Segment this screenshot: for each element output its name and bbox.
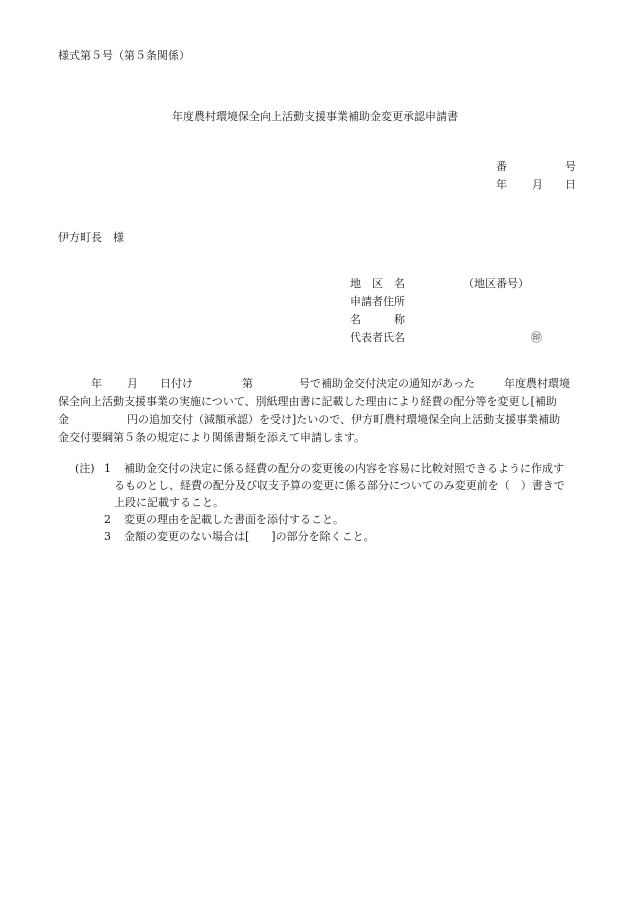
body-line-4-text: 金交付要綱第５条の規定により関係書類を添えて申請します。 (58, 431, 366, 444)
note-1-text-b: るものとし、経費の配分及び収支予算の変更に係る部分についてのみ変更前を（ ）書きで (114, 479, 565, 492)
name-label: 名 称 (350, 313, 405, 326)
date-year-label: 年 (496, 178, 507, 191)
body-notice-text: 号で補助金交付決定の通知があった (299, 377, 475, 390)
date-row (496, 179, 576, 197)
body-dated: 日付け (160, 377, 193, 390)
representative-label: 代表者氏名 (350, 331, 405, 344)
notes-section (58, 463, 583, 548)
notes-prefix: (注) (75, 462, 95, 475)
number-label: 番 (496, 160, 507, 173)
date-day-label: 日 (565, 178, 576, 191)
form-number-label: 様式第５号（第５条関係） (58, 49, 190, 62)
district-number-label: （地区番号） (463, 277, 529, 290)
note-1-text-a: 補助金交付の決定に係る経費の配分の変更後の内容を容易に比較対照できるように作成す (124, 462, 564, 475)
representative-row (350, 332, 570, 350)
note-3 (58, 531, 583, 548)
body-dai: 第 (242, 377, 253, 390)
note-1-number: 1 (104, 462, 111, 475)
body-line-1 (58, 378, 578, 396)
address-label: 申請者住所 (350, 295, 405, 308)
body-line-3-text: 円の追加交付（減額承認）を受け]たいので、伊方町農村環境保全向上活動支援事業補助 (127, 413, 561, 426)
note-3-number: 3 (104, 530, 111, 543)
number-date-block (496, 161, 576, 197)
document-title: 年度農村環境保全向上活動支援事業補助金変更承認申請書 (172, 110, 458, 123)
number-row (496, 161, 576, 179)
body-line-2 (58, 396, 578, 414)
address-row (350, 296, 570, 314)
date-month-label: 月 (532, 178, 543, 191)
body-line-4 (58, 432, 578, 450)
addressee: 伊方町長 様 (58, 231, 124, 244)
note-3-text: 金額の変更のない場合は[ ]の部分を除くこと。 (124, 530, 375, 543)
note-2 (58, 514, 583, 531)
body-line-2-text: 保全向上活動支援事業の実施について、別紙理由書に記載した理由により経費の配分等を変更し[補助 (58, 395, 557, 408)
note-2-text: 変更の理由を記載した書面を添付すること。 (124, 513, 344, 526)
body-line-3 (58, 414, 578, 432)
number-suffix: 号 (565, 160, 576, 173)
district-label: 地 区 名 (350, 277, 405, 290)
application-body (58, 378, 578, 450)
note-1-text-c: 上段に記載すること。 (114, 496, 224, 509)
note-1-line-2 (58, 480, 583, 497)
body-year: 年 (91, 377, 102, 390)
note-2-number: 2 (104, 513, 111, 526)
seal-mark: ㊞ (531, 331, 542, 344)
note-1-line-3 (58, 497, 583, 514)
name-row (350, 314, 570, 332)
body-fiscal-year: 年度農村環境 (504, 377, 570, 390)
note-1-line-1 (58, 463, 583, 480)
applicant-block (350, 278, 570, 350)
body-month: 月 (127, 377, 138, 390)
district-row (350, 278, 570, 296)
body-kin: 金 (58, 413, 69, 426)
